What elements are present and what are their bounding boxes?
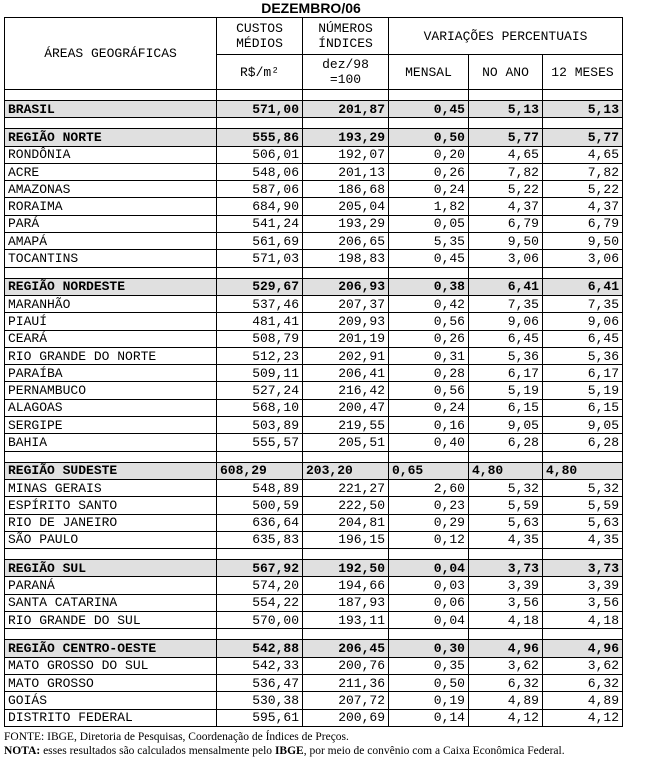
custo-medio: 541,24	[217, 215, 303, 232]
variacao-mensal: 0,56	[389, 382, 469, 399]
state-row	[5, 612, 623, 629]
spacer-row	[5, 90, 623, 101]
state-row	[5, 577, 623, 594]
variacao-no-ano: 5,22	[469, 181, 543, 198]
custo-medio: 508,79	[217, 330, 303, 347]
header-12-meses: 12 MESES	[543, 55, 623, 90]
variacao-12-meses: 5,36	[543, 347, 623, 364]
area-name: SÃO PAULO	[5, 531, 217, 548]
spacer-cell	[217, 629, 303, 640]
variacao-no-ano: 4,80	[469, 462, 543, 479]
variacao-mensal: 0,24	[389, 181, 469, 198]
variacao-mensal: 0,26	[389, 163, 469, 180]
variacao-12-meses: 9,05	[543, 417, 623, 434]
custo-medio: 555,57	[217, 434, 303, 451]
header-row	[5, 18, 623, 55]
region-row	[5, 278, 623, 295]
variacao-mensal: 0,23	[389, 497, 469, 514]
custo-medio: 512,23	[217, 347, 303, 364]
variacao-no-ano: 4,89	[469, 692, 543, 709]
area-name: PARAÍBA	[5, 365, 217, 382]
custo-medio: 568,10	[217, 399, 303, 416]
area-name: MATO GROSSO DO SUL	[5, 657, 217, 674]
spacer-cell	[543, 267, 623, 278]
area-name: RONDÔNIA	[5, 146, 217, 163]
state-row	[5, 594, 623, 611]
variacao-12-meses: 4,80	[543, 462, 623, 479]
region-row	[5, 462, 623, 479]
variacao-no-ano: 4,35	[469, 531, 543, 548]
spacer-cell	[543, 451, 623, 462]
area-name: SANTA CATARINA	[5, 594, 217, 611]
variacao-12-meses: 5,63	[543, 514, 623, 531]
variacao-mensal: 0,50	[389, 674, 469, 691]
area-name: BRASIL	[5, 101, 217, 118]
custo-medio: 481,41	[217, 313, 303, 330]
spacer-cell	[5, 451, 217, 462]
variacao-12-meses: 3,39	[543, 577, 623, 594]
variacao-no-ano: 5,36	[469, 347, 543, 364]
custo-medio: 608,29	[217, 462, 303, 479]
numero-indice: 187,93	[303, 594, 389, 611]
variacao-mensal: 0,05	[389, 215, 469, 232]
area-name: REGIÃO CENTRO-OESTE	[5, 640, 217, 657]
header-areas: ÁREAS GEOGRÁFICAS	[5, 18, 217, 90]
variacao-mensal: 0,56	[389, 313, 469, 330]
area-name: MATO GROSSO	[5, 674, 217, 691]
variacao-mensal: 0,38	[389, 278, 469, 295]
spacer-cell	[303, 549, 389, 560]
variacao-12-meses: 5,77	[543, 129, 623, 146]
state-row	[5, 399, 623, 416]
numero-indice: 201,13	[303, 163, 389, 180]
state-row	[5, 479, 623, 496]
custo-medio: 506,01	[217, 146, 303, 163]
custo-medio: 548,06	[217, 163, 303, 180]
custo-medio: 509,11	[217, 365, 303, 382]
variacao-12-meses: 6,32	[543, 674, 623, 691]
spacer-cell	[5, 629, 217, 640]
custo-medio: 587,06	[217, 181, 303, 198]
variacao-no-ano: 6,28	[469, 434, 543, 451]
state-row	[5, 330, 623, 347]
custo-medio: 548,89	[217, 479, 303, 496]
variacao-12-meses: 4,18	[543, 612, 623, 629]
variacao-no-ano: 5,77	[469, 129, 543, 146]
state-row	[5, 434, 623, 451]
variacao-mensal: 0,42	[389, 295, 469, 312]
region-row	[5, 101, 623, 118]
area-name: REGIÃO NORTE	[5, 129, 217, 146]
spacer-row	[5, 118, 623, 129]
variacao-no-ano: 5,32	[469, 479, 543, 496]
spacer-cell	[469, 549, 543, 560]
custo-medio: 561,69	[217, 233, 303, 250]
area-name: PERNAMBUCO	[5, 382, 217, 399]
state-row	[5, 181, 623, 198]
variacao-12-meses: 3,56	[543, 594, 623, 611]
variacao-12-meses: 6,79	[543, 215, 623, 232]
numero-indice: 192,07	[303, 146, 389, 163]
numero-indice: 203,20	[303, 462, 389, 479]
nota	[4, 744, 660, 758]
cost-table	[4, 17, 623, 727]
variacao-no-ano: 6,32	[469, 674, 543, 691]
custo-medio: 555,86	[217, 129, 303, 146]
spacer-cell	[469, 90, 543, 101]
variacao-mensal: 0,45	[389, 101, 469, 118]
spacer-cell	[389, 90, 469, 101]
area-name: RORAIMA	[5, 198, 217, 215]
state-row	[5, 295, 623, 312]
spacer-cell	[389, 451, 469, 462]
variacao-mensal: 0,50	[389, 129, 469, 146]
numero-indice: 206,93	[303, 278, 389, 295]
variacao-mensal: 0,35	[389, 657, 469, 674]
state-row	[5, 709, 623, 726]
custo-medio: 636,64	[217, 514, 303, 531]
variacao-no-ano: 6,45	[469, 330, 543, 347]
spacer-cell	[389, 629, 469, 640]
area-name: PIAUÍ	[5, 313, 217, 330]
numero-indice: 211,36	[303, 674, 389, 691]
area-name: MINAS GERAIS	[5, 479, 217, 496]
state-row	[5, 313, 623, 330]
area-name: RIO DE JANEIRO	[5, 514, 217, 531]
state-row	[5, 692, 623, 709]
spacer-cell	[469, 118, 543, 129]
variacao-no-ano: 3,62	[469, 657, 543, 674]
spacer-cell	[5, 267, 217, 278]
variacao-12-meses: 6,45	[543, 330, 623, 347]
spacer-cell	[217, 90, 303, 101]
region-row	[5, 129, 623, 146]
area-name: RIO GRANDE DO SUL	[5, 612, 217, 629]
numero-indice: 206,45	[303, 640, 389, 657]
variacao-mensal: 2,60	[389, 479, 469, 496]
numero-indice: 194,66	[303, 577, 389, 594]
variacao-no-ano: 6,17	[469, 365, 543, 382]
variacao-no-ano: 3,56	[469, 594, 543, 611]
state-row	[5, 198, 623, 215]
variacao-no-ano: 3,39	[469, 577, 543, 594]
state-row	[5, 146, 623, 163]
state-row	[5, 514, 623, 531]
area-name: AMAZONAS	[5, 181, 217, 198]
spacer-cell	[5, 118, 217, 129]
state-row	[5, 365, 623, 382]
variacao-mensal: 0,30	[389, 640, 469, 657]
area-name: REGIÃO SUDESTE	[5, 462, 217, 479]
variacao-12-meses: 6,17	[543, 365, 623, 382]
spacer-cell	[469, 451, 543, 462]
variacao-mensal: 0,40	[389, 434, 469, 451]
custo-medio: 635,83	[217, 531, 303, 548]
spacer-cell	[5, 90, 217, 101]
region-row	[5, 560, 623, 577]
numero-indice: 221,27	[303, 479, 389, 496]
custo-medio: 503,89	[217, 417, 303, 434]
custo-medio: 527,24	[217, 382, 303, 399]
notes	[4, 730, 660, 758]
spacer-cell	[303, 267, 389, 278]
numero-indice: 186,68	[303, 181, 389, 198]
area-name: PARANÁ	[5, 577, 217, 594]
spacer-row	[5, 267, 623, 278]
header-unit-indices: dez/98 =100	[303, 55, 389, 90]
variacao-no-ano: 4,18	[469, 612, 543, 629]
variacao-mensal: 5,35	[389, 233, 469, 250]
variacao-no-ano: 6,79	[469, 215, 543, 232]
variacao-12-meses: 5,22	[543, 181, 623, 198]
variacao-12-meses: 3,62	[543, 657, 623, 674]
variacao-no-ano: 6,15	[469, 399, 543, 416]
state-row	[5, 250, 623, 267]
area-name: CEARÁ	[5, 330, 217, 347]
variacao-12-meses: 4,37	[543, 198, 623, 215]
custo-medio: 595,61	[217, 709, 303, 726]
page-title: DEZEMBRO/06	[261, 0, 361, 16]
numero-indice: 193,29	[303, 215, 389, 232]
spacer-cell	[303, 451, 389, 462]
variacao-mensal: 0,45	[389, 250, 469, 267]
header-indices: NÚMEROS ÍNDICES	[303, 18, 389, 55]
area-name: BAHIA	[5, 434, 217, 451]
custo-medio: 530,38	[217, 692, 303, 709]
numero-indice: 201,87	[303, 101, 389, 118]
spacer-cell	[217, 118, 303, 129]
custo-medio: 571,03	[217, 250, 303, 267]
area-name: MARANHÃO	[5, 295, 217, 312]
spacer-cell	[389, 267, 469, 278]
area-name: SERGIPE	[5, 417, 217, 434]
state-row	[5, 531, 623, 548]
custo-medio: 529,67	[217, 278, 303, 295]
variacao-no-ano: 4,12	[469, 709, 543, 726]
custo-medio: 554,22	[217, 594, 303, 611]
variacao-12-meses: 4,65	[543, 146, 623, 163]
numero-indice: 200,47	[303, 399, 389, 416]
variacao-no-ano: 4,96	[469, 640, 543, 657]
header-mensal: MENSAL	[389, 55, 469, 90]
spacer-cell	[217, 451, 303, 462]
area-name: ACRE	[5, 163, 217, 180]
spacer-cell	[217, 267, 303, 278]
area-name: REGIÃO SUL	[5, 560, 217, 577]
variacao-mensal: 0,65	[389, 462, 469, 479]
variacao-mensal: 0,31	[389, 347, 469, 364]
state-row	[5, 347, 623, 364]
header-unit-custos: R$/m²	[217, 55, 303, 90]
numero-indice: 192,50	[303, 560, 389, 577]
state-row	[5, 657, 623, 674]
area-name: GOIÁS	[5, 692, 217, 709]
numero-indice: 196,15	[303, 531, 389, 548]
header-variacoes: VARIAÇÕES PERCENTUAIS	[389, 18, 623, 55]
variacao-12-meses: 5,13	[543, 101, 623, 118]
state-row	[5, 215, 623, 232]
region-row	[5, 640, 623, 657]
spacer-cell	[303, 118, 389, 129]
state-row	[5, 674, 623, 691]
variacao-no-ano: 3,06	[469, 250, 543, 267]
variacao-12-meses: 6,28	[543, 434, 623, 451]
nota-ibge: IBGE	[274, 745, 304, 757]
variacao-12-meses: 4,89	[543, 692, 623, 709]
variacao-12-meses: 7,35	[543, 295, 623, 312]
variacao-no-ano: 4,37	[469, 198, 543, 215]
variacao-12-meses: 5,32	[543, 479, 623, 496]
variacao-mensal: 0,03	[389, 577, 469, 594]
spacer-cell	[217, 549, 303, 560]
variacao-mensal: 0,06	[389, 594, 469, 611]
variacao-12-meses: 5,59	[543, 497, 623, 514]
spacer-cell	[543, 549, 623, 560]
numero-indice: 207,37	[303, 295, 389, 312]
variacao-no-ano: 7,82	[469, 163, 543, 180]
spacer-cell	[543, 629, 623, 640]
numero-indice: 193,29	[303, 129, 389, 146]
nota-text-1: esses resultados são calculados mensalmente pelo	[40, 745, 275, 757]
custo-medio: 542,88	[217, 640, 303, 657]
numero-indice: 202,91	[303, 347, 389, 364]
custo-medio: 684,90	[217, 198, 303, 215]
variacao-mensal: 0,16	[389, 417, 469, 434]
spacer-cell	[469, 629, 543, 640]
variacao-mensal: 0,20	[389, 146, 469, 163]
spacer-cell	[469, 267, 543, 278]
nota-text-2: , por meio de convênio com a Caixa Econômica Federal.	[303, 745, 565, 757]
variacao-mensal: 0,24	[389, 399, 469, 416]
variacao-no-ano: 6,41	[469, 278, 543, 295]
variacao-no-ano: 4,65	[469, 146, 543, 163]
variacao-mensal: 0,04	[389, 560, 469, 577]
variacao-no-ano: 5,13	[469, 101, 543, 118]
variacao-12-meses: 3,73	[543, 560, 623, 577]
area-name: TOCANTINS	[5, 250, 217, 267]
numero-indice: 207,72	[303, 692, 389, 709]
area-name: RIO GRANDE DO NORTE	[5, 347, 217, 364]
variacao-mensal: 0,12	[389, 531, 469, 548]
variacao-12-meses: 4,35	[543, 531, 623, 548]
area-name: DISTRITO FEDERAL	[5, 709, 217, 726]
state-row	[5, 417, 623, 434]
variacao-12-meses: 7,82	[543, 163, 623, 180]
variacao-no-ano: 9,50	[469, 233, 543, 250]
numero-indice: 209,93	[303, 313, 389, 330]
area-name: AMAPÁ	[5, 233, 217, 250]
area-name: REGIÃO NORDESTE	[5, 278, 217, 295]
custo-medio: 570,00	[217, 612, 303, 629]
variacao-no-ano: 9,06	[469, 313, 543, 330]
variacao-12-meses: 3,06	[543, 250, 623, 267]
variacao-12-meses: 6,15	[543, 399, 623, 416]
custo-medio: 537,46	[217, 295, 303, 312]
variacao-mensal: 0,26	[389, 330, 469, 347]
variacao-12-meses: 4,96	[543, 640, 623, 657]
numero-indice: 198,83	[303, 250, 389, 267]
variacao-no-ano: 5,63	[469, 514, 543, 531]
header-custos: CUSTOS MÉDIOS	[217, 18, 303, 55]
state-row	[5, 233, 623, 250]
spacer-cell	[543, 90, 623, 101]
spacer-row	[5, 549, 623, 560]
numero-indice: 201,19	[303, 330, 389, 347]
variacao-mensal: 1,82	[389, 198, 469, 215]
variacao-no-ano: 5,59	[469, 497, 543, 514]
numero-indice: 200,76	[303, 657, 389, 674]
custo-medio: 500,59	[217, 497, 303, 514]
custo-medio: 536,47	[217, 674, 303, 691]
variacao-mensal: 0,14	[389, 709, 469, 726]
spacer-cell	[303, 90, 389, 101]
variacao-12-meses: 4,12	[543, 709, 623, 726]
numero-indice: 206,65	[303, 233, 389, 250]
area-name: ALAGOAS	[5, 399, 217, 416]
numero-indice: 206,41	[303, 365, 389, 382]
variacao-mensal: 0,29	[389, 514, 469, 531]
variacao-mensal: 0,04	[389, 612, 469, 629]
numero-indice: 193,11	[303, 612, 389, 629]
custo-medio: 574,20	[217, 577, 303, 594]
numero-indice: 216,42	[303, 382, 389, 399]
spacer-cell	[5, 549, 217, 560]
variacao-no-ano: 5,19	[469, 382, 543, 399]
area-name: ESPÍRITO SANTO	[5, 497, 217, 514]
state-row	[5, 163, 623, 180]
numero-indice: 222,50	[303, 497, 389, 514]
variacao-no-ano: 3,73	[469, 560, 543, 577]
header-no-ano: NO ANO	[469, 55, 543, 90]
variacao-mensal: 0,28	[389, 365, 469, 382]
numero-indice: 219,55	[303, 417, 389, 434]
source-note: FONTE: IBGE, Diretoria de Pesquisas, Coordenação de Índices de Preços.	[4, 731, 349, 743]
state-row	[5, 382, 623, 399]
variacao-no-ano: 9,05	[469, 417, 543, 434]
nota-label: NOTA:	[4, 745, 41, 757]
variacao-mensal: 0,19	[389, 692, 469, 709]
custo-medio: 567,92	[217, 560, 303, 577]
state-row	[5, 497, 623, 514]
spacer-row	[5, 629, 623, 640]
variacao-no-ano: 7,35	[469, 295, 543, 312]
variacao-12-meses: 9,50	[543, 233, 623, 250]
numero-indice: 200,69	[303, 709, 389, 726]
area-name: PARÁ	[5, 215, 217, 232]
variacao-12-meses: 6,41	[543, 278, 623, 295]
spacer-row	[5, 451, 623, 462]
spacer-cell	[389, 118, 469, 129]
numero-indice: 205,51	[303, 434, 389, 451]
spacer-cell	[389, 549, 469, 560]
variacao-12-meses: 5,19	[543, 382, 623, 399]
custo-medio: 542,33	[217, 657, 303, 674]
variacao-12-meses: 9,06	[543, 313, 623, 330]
numero-indice: 205,04	[303, 198, 389, 215]
custo-medio: 571,00	[217, 101, 303, 118]
spacer-cell	[303, 629, 389, 640]
numero-indice: 204,81	[303, 514, 389, 531]
spacer-cell	[543, 118, 623, 129]
